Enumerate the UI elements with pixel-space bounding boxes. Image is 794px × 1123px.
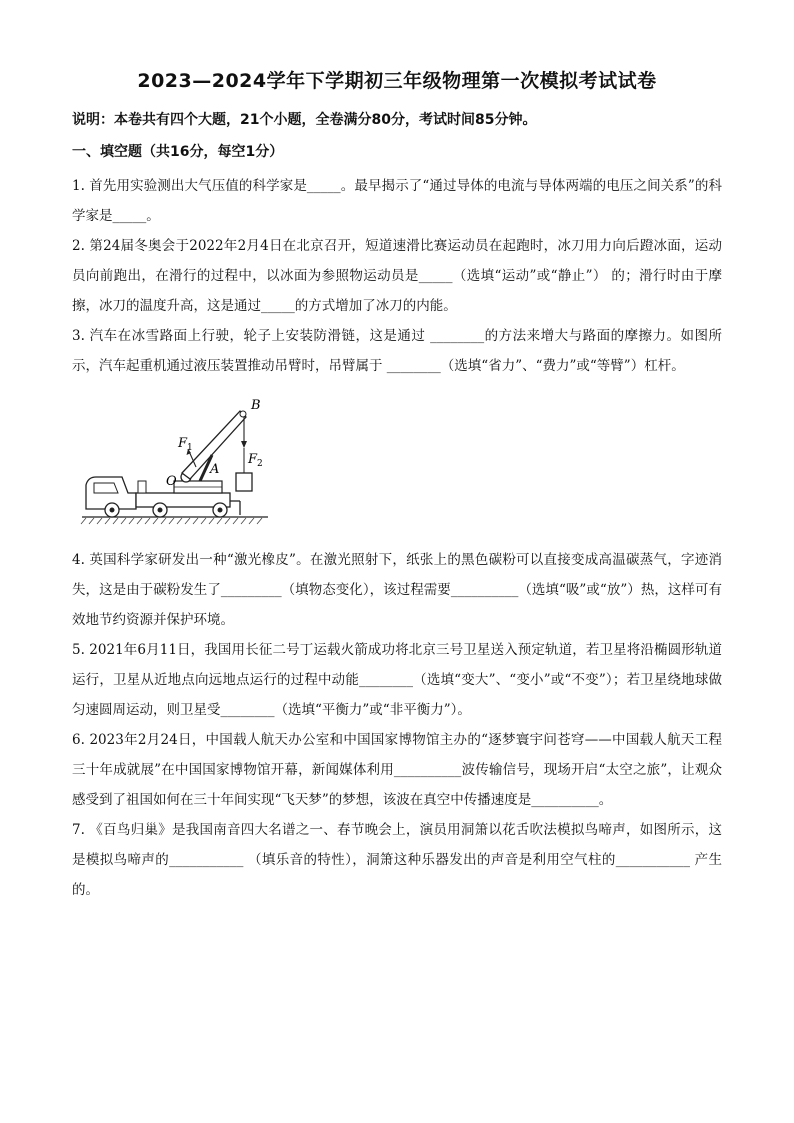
label-point-b: B: [251, 398, 261, 413]
exam-instructions: 说明：本卷共有四个大题，21个小题，全卷满分80分，考试时间85分钟。: [72, 112, 537, 128]
label-point-a: A: [210, 462, 220, 477]
question-3: 3. 汽车在冰雪路面上行驶，轮子上安装防滑链，这是通过 ________的方法来增大与路面的摩擦力。如图所示，汽车起重机通过液压装置推动吊臂时，吊臂属于 ________（选填“省力”、“费力”或“等臂”）杠杆。: [72, 328, 722, 374]
label-force-f2: $F_2$: [248, 452, 263, 469]
crane-truck-figure: [78, 389, 278, 539]
label-pivot-o: O: [166, 474, 177, 489]
exam-title: 2023—2024学年下学期初三年级物理第一次模拟考试试卷: [137, 70, 657, 92]
question-7: 7. 《百鸟归巢》是我国南音四大名谱之一、春节晚会上，演员用洞箫以花舌吹法模拟鸟啼声，如图所示，这是模拟鸟啼声的___________ （填乐音的特性），洞箫这种乐器发出的声音是利用空气柱的___________ 产生的。: [72, 822, 722, 898]
crane-diagram: [78, 389, 278, 539]
question-2: 2. 第24届冬奥会于2022年2月4日在北京召开，短道速滑比赛运动员在起跑时，冰刀用力向后蹬冰面，运动员向前跑出，在滑行的过程中，以冰面为参照物运动员是_____（选填“运动”或“静止”） 的；滑行时由于摩擦，冰刀的温度升高，这是通过_____的方式增加了冰刀的内能。: [72, 238, 722, 314]
label-force-f1: $F_1$: [178, 436, 193, 453]
section-heading-fill-in: 一、填空题（共16分，每空1分）: [72, 144, 284, 160]
question-6: 6. 2023年2月24日，中国载人航天办公室和中国国家博物馆主办的“逐梦寰宇问苍穹——中国载人航天工程三十年成就展”在中国国家博物馆开幕，新闻媒体利用__________波传输信号，现场开启“太空之旅”，让观众感受到了祖国如何在三十年间实现“飞天梦”的梦想，该波在真空中传播速度是__________。: [72, 732, 722, 808]
question-1: 1. 首先用实验测出大气压值的科学家是_____。最早揭示了“通过导体的电流与导体两端的电压之间关系”的科学家是_____。: [72, 178, 722, 224]
question-5: 5. 2021年6月11日，我国用长征二号丁运载火箭成功将北京三号卫星送入预定轨道，若卫星将沿椭圆形轨道运行，卫星从近地点向远地点运行的过程中动能________（选填“变大”、“变小”或“不变”）；若卫星绕地球做匀速圆周运动，则卫星受________（选填“平衡力”或“非平衡力”）。: [72, 642, 722, 718]
question-4: 4. 英国科学家研发出一种“激光橡皮”。在激光照射下，纸张上的黑色碳粉可以直接变成高温碳蒸气，字迹消失，这是由于碳粉发生了_________（填物态变化），该过程需要__________（选填“吸”或“放”）热，这样可有效地节约资源并保护环境。: [72, 552, 722, 628]
